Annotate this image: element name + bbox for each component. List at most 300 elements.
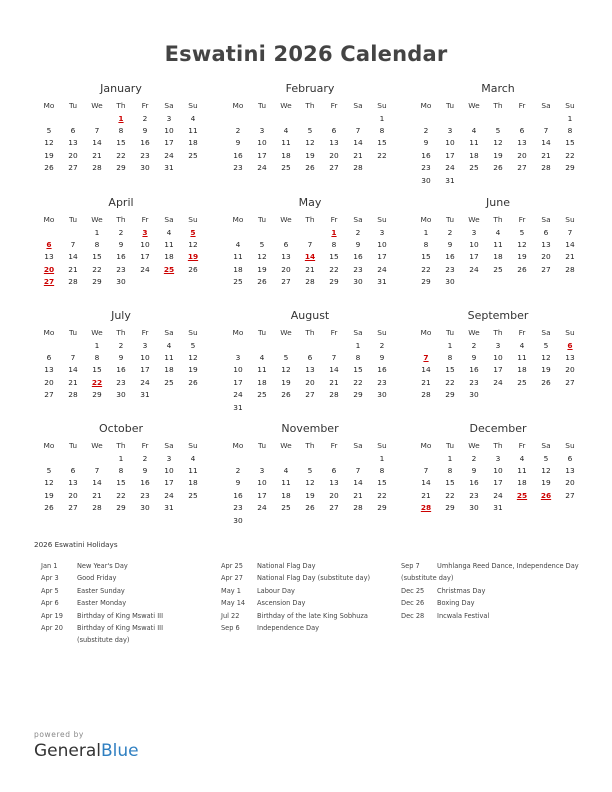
weekday-header: We: [468, 101, 480, 110]
day-cell: 5: [543, 453, 549, 463]
day-cell: 15: [445, 365, 455, 375]
empty-cell: [346, 514, 370, 526]
day-cell: 31: [445, 175, 455, 185]
empty-cell: [61, 339, 85, 351]
day-cell: 8: [447, 353, 453, 363]
day-cell: 15: [565, 138, 575, 148]
day-cell: 12: [493, 138, 503, 148]
day-cell: 5: [307, 466, 313, 476]
weekday-header: Fr: [330, 215, 338, 224]
day-cell: 25: [281, 163, 291, 173]
day-cell: 22: [92, 264, 102, 274]
holiday-name: Ascension Day: [257, 599, 306, 608]
empty-cell: [510, 389, 534, 401]
day-cell: 21: [353, 150, 363, 160]
week-row: [37, 112, 205, 124]
day-cell: 26: [257, 277, 267, 287]
day-cell: 30: [445, 277, 455, 287]
day-cell: 16: [353, 252, 363, 262]
day-cell: 15: [377, 138, 387, 148]
empty-cell: [226, 452, 250, 464]
day-cell: 13: [44, 252, 54, 262]
holiday-date: Sep 6: [221, 624, 240, 633]
empty-cell: [534, 502, 558, 514]
day-cell: 2: [118, 227, 124, 237]
empty-cell: [298, 226, 322, 238]
empty-cell: [274, 452, 298, 464]
weekday-header: Fr: [330, 328, 338, 337]
day-cell: 24: [377, 264, 387, 274]
day-cell: 16: [421, 150, 431, 160]
day-cell: 10: [140, 353, 150, 363]
empty-cell: [558, 389, 582, 401]
week-row: [414, 452, 582, 464]
weekday-header: Sa: [164, 328, 174, 337]
weekday-header: Th: [116, 101, 126, 110]
week-row: [226, 124, 394, 136]
empty-cell: [298, 112, 322, 124]
day-cell: 27: [68, 503, 78, 513]
month-december: [414, 422, 582, 514]
day-cell: 21: [565, 252, 575, 262]
day-cell: 24: [445, 163, 455, 173]
empty-cell: [462, 112, 486, 124]
day-cell: 16: [233, 150, 243, 160]
day-cell: 23: [116, 264, 126, 274]
week-row: [37, 263, 205, 275]
day-cell: 12: [517, 240, 527, 250]
day-cell: 12: [541, 466, 551, 476]
empty-cell: [298, 401, 322, 413]
empty-cell: [226, 339, 250, 351]
weekday-header: Th: [493, 441, 503, 450]
day-cell: 13: [541, 240, 551, 250]
month-november: [226, 422, 394, 526]
day-cell: 3: [142, 340, 148, 350]
day-cell: 5: [307, 126, 313, 136]
weekday-header: We: [468, 328, 480, 337]
holiday-item: [41, 560, 181, 572]
day-cell: 28: [353, 163, 363, 173]
day-cell: 25: [257, 390, 267, 400]
day-cell: 18: [164, 252, 174, 262]
empty-cell: [226, 112, 250, 124]
day-cell: 20: [565, 365, 575, 375]
day-cell: 7: [70, 240, 76, 250]
weekday-header: Fr: [518, 441, 526, 450]
day-cell: 19: [541, 478, 551, 488]
day-cell: 25: [188, 490, 198, 500]
holiday-item: [221, 597, 381, 609]
day-cell: 2: [447, 227, 453, 237]
weekday-header: Th: [305, 215, 315, 224]
week-row: [414, 351, 582, 363]
empty-cell: [462, 276, 486, 288]
day-cell: 3: [495, 340, 501, 350]
day-cell: 14: [329, 365, 339, 375]
day-cell: 14: [68, 365, 78, 375]
day-cell: 1: [379, 453, 385, 463]
holiday-day-cell: 22: [91, 377, 103, 387]
day-cell: 11: [257, 365, 267, 375]
day-cell: 14: [68, 252, 78, 262]
weekday-header: We: [91, 328, 103, 337]
day-cell: 27: [565, 377, 575, 387]
holiday-date: Jan 1: [41, 562, 58, 570]
day-cell: 17: [140, 365, 150, 375]
weekday-header: Su: [188, 441, 198, 450]
week-row: [37, 251, 205, 263]
week-row: [414, 149, 582, 161]
empty-cell: [250, 452, 274, 464]
weekday-header: Su: [377, 441, 387, 450]
month-name: September: [467, 309, 529, 322]
day-cell: 16: [116, 252, 126, 262]
day-cell: 22: [445, 377, 455, 387]
day-cell: 1: [447, 453, 453, 463]
day-cell: 24: [140, 264, 150, 274]
day-cell: 24: [469, 264, 479, 274]
weekday-header: Mo: [420, 215, 432, 224]
week-row: [226, 112, 394, 124]
empty-cell: [61, 112, 85, 124]
day-cell: 6: [70, 126, 76, 136]
day-cell: 9: [471, 353, 477, 363]
day-cell: 31: [233, 402, 243, 412]
day-cell: 29: [353, 390, 363, 400]
day-cell: 14: [353, 138, 363, 148]
empty-cell: [322, 401, 346, 413]
day-cell: 26: [44, 503, 54, 513]
day-cell: 26: [541, 377, 551, 387]
day-cell: 6: [543, 227, 549, 237]
day-cell: 14: [421, 478, 431, 488]
day-cell: 29: [445, 503, 455, 513]
day-cell: 31: [493, 503, 503, 513]
week-row: [226, 149, 394, 161]
empty-cell: [558, 276, 582, 288]
day-cell: 5: [543, 340, 549, 350]
day-cell: 4: [519, 340, 525, 350]
day-cell: 20: [541, 252, 551, 262]
day-cell: 8: [379, 466, 385, 476]
week-row: [37, 149, 205, 161]
weekday-header: We: [280, 101, 292, 110]
holiday-date: Apr 6: [41, 599, 59, 608]
holiday-item: [401, 597, 581, 609]
empty-cell: [250, 514, 274, 526]
day-cell: 7: [331, 353, 337, 363]
holiday-date: Apr 19: [41, 611, 63, 620]
day-cell: 27: [329, 503, 339, 513]
week-row: [414, 389, 582, 401]
day-cell: 8: [118, 126, 124, 136]
day-cell: 18: [281, 490, 291, 500]
empty-cell: [558, 502, 582, 514]
week-row: [226, 389, 394, 401]
day-cell: 8: [331, 240, 337, 250]
weekday-header: Mo: [43, 441, 55, 450]
day-cell: 14: [421, 365, 431, 375]
week-row: [414, 489, 582, 501]
weekday-header: Su: [565, 101, 575, 110]
day-cell: 28: [541, 163, 551, 173]
day-cell: 23: [233, 163, 243, 173]
week-row: [37, 351, 205, 363]
month-january: [37, 82, 205, 174]
day-cell: 1: [355, 340, 361, 350]
day-cell: 26: [188, 377, 198, 387]
day-cell: 19: [281, 377, 291, 387]
month-name: March: [481, 82, 515, 95]
day-cell: 4: [166, 227, 172, 237]
holiday-date: Apr 20: [41, 624, 63, 633]
holiday-day-cell: 7: [423, 353, 429, 363]
holiday-day-cell: 1: [331, 227, 337, 237]
day-cell: 27: [68, 163, 78, 173]
empty-cell: [510, 174, 534, 186]
day-cell: 3: [447, 126, 453, 136]
day-cell: 22: [421, 264, 431, 274]
holiday-name: Incwala Festival: [437, 611, 490, 620]
week-row: [226, 276, 394, 288]
week-row: [226, 401, 394, 413]
generalblue-logo[interactable]: [34, 741, 139, 761]
day-cell: 9: [423, 138, 429, 148]
week-row: [226, 477, 394, 489]
holiday-name: Birthday of the late King Sobhuza: [257, 611, 368, 620]
day-cell: 6: [46, 353, 52, 363]
day-cell: 18: [281, 150, 291, 160]
empty-cell: [322, 514, 346, 526]
week-row: [414, 464, 582, 476]
day-cell: 15: [353, 365, 363, 375]
day-cell: 15: [421, 252, 431, 262]
weekday-header: Tu: [445, 101, 455, 110]
weekday-header: Fr: [518, 328, 526, 337]
holiday-item: [401, 610, 581, 622]
day-cell: 22: [377, 150, 387, 160]
day-cell: 8: [447, 466, 453, 476]
day-cell: 6: [331, 126, 337, 136]
day-cell: 5: [259, 240, 265, 250]
day-cell: 12: [188, 240, 198, 250]
weekday-header: We: [91, 101, 103, 110]
day-cell: 14: [92, 478, 102, 488]
week-row: [37, 364, 205, 376]
day-cell: 10: [140, 240, 150, 250]
day-cell: 15: [116, 138, 126, 148]
empty-cell: [61, 226, 85, 238]
weekday-header: Mo: [420, 441, 432, 450]
week-row: [226, 226, 394, 238]
day-cell: 2: [379, 340, 385, 350]
day-cell: 27: [44, 390, 54, 400]
empty-cell: [486, 112, 510, 124]
day-cell: 21: [92, 490, 102, 500]
empty-cell: [37, 452, 61, 464]
month-name: December: [469, 422, 527, 435]
week-row: [37, 502, 205, 514]
weekday-header: We: [280, 441, 292, 450]
day-cell: 21: [421, 490, 431, 500]
day-cell: 1: [379, 113, 385, 123]
empty-cell: [250, 226, 274, 238]
day-cell: 11: [281, 138, 291, 148]
empty-cell: [181, 276, 205, 288]
week-row: [414, 263, 582, 275]
day-cell: 18: [188, 138, 198, 148]
day-cell: 16: [469, 365, 479, 375]
holiday-day-cell: 20: [43, 264, 55, 274]
day-cell: 24: [493, 377, 503, 387]
week-row: [37, 389, 205, 401]
weekday-header: Fr: [518, 215, 526, 224]
day-cell: 15: [445, 478, 455, 488]
week-row: [414, 226, 582, 238]
empty-cell: [558, 174, 582, 186]
day-cell: 7: [307, 240, 313, 250]
day-cell: 12: [305, 478, 315, 488]
empty-cell: [274, 514, 298, 526]
empty-cell: [438, 112, 462, 124]
holiday-day-cell: 6: [567, 340, 573, 350]
holiday-date: Dec 28: [401, 611, 425, 620]
day-cell: 17: [140, 252, 150, 262]
day-cell: 3: [259, 126, 265, 136]
weekday-header: Tu: [257, 101, 267, 110]
day-cell: 20: [517, 150, 527, 160]
day-cell: 11: [164, 353, 174, 363]
day-cell: 22: [565, 150, 575, 160]
week-row: [414, 376, 582, 388]
day-cell: 13: [329, 138, 339, 148]
empty-cell: [298, 514, 322, 526]
holiday-item: [221, 585, 381, 597]
day-cell: 7: [70, 353, 76, 363]
day-cell: 31: [140, 390, 150, 400]
week-row: [414, 339, 582, 351]
day-cell: 12: [541, 353, 551, 363]
weekday-header: Mo: [232, 328, 244, 337]
month-name: July: [111, 309, 131, 322]
empty-cell: [414, 112, 438, 124]
month-name: January: [100, 82, 142, 95]
weekday-header: Sa: [164, 101, 174, 110]
day-cell: 13: [68, 138, 78, 148]
weekday-header: Su: [565, 215, 575, 224]
month-september: [414, 309, 582, 401]
weekday-header: We: [468, 215, 480, 224]
day-cell: 29: [377, 503, 387, 513]
holiday-name: Birthday of King Mswati III: [77, 611, 164, 620]
day-cell: 10: [377, 240, 387, 250]
day-cell: 27: [517, 163, 527, 173]
day-cell: 10: [493, 353, 503, 363]
day-cell: 7: [567, 227, 573, 237]
day-cell: 23: [469, 377, 479, 387]
day-cell: 8: [567, 126, 573, 136]
empty-cell: [322, 452, 346, 464]
day-cell: 8: [94, 240, 100, 250]
day-cell: 6: [519, 126, 525, 136]
month-name: February: [285, 82, 335, 95]
weekday-header: Sa: [541, 328, 551, 337]
weekday-header: We: [468, 441, 480, 450]
day-cell: 9: [142, 466, 148, 476]
day-cell: 23: [116, 377, 126, 387]
weekday-header: Sa: [541, 215, 551, 224]
holiday-name: Good Friday: [77, 574, 117, 583]
day-cell: 2: [235, 126, 241, 136]
day-cell: 11: [517, 466, 527, 476]
holiday-day-cell: 19: [187, 252, 199, 262]
month-name: August: [290, 309, 330, 322]
week-row: [37, 477, 205, 489]
empty-cell: [37, 339, 61, 351]
empty-cell: [250, 401, 274, 413]
weekday-header: Th: [493, 215, 503, 224]
weekday-header: We: [280, 328, 292, 337]
day-cell: 26: [281, 390, 291, 400]
week-row: [37, 162, 205, 174]
holiday-date: Apr 25: [221, 562, 243, 570]
weekday-header: Th: [116, 441, 126, 450]
day-cell: 16: [116, 365, 126, 375]
weekday-header: Tu: [68, 441, 78, 450]
empty-cell: [157, 389, 181, 401]
weekday-header: Mo: [232, 101, 244, 110]
day-cell: 5: [495, 126, 501, 136]
empty-cell: [274, 401, 298, 413]
empty-cell: [226, 226, 250, 238]
day-cell: 26: [517, 264, 527, 274]
day-cell: 17: [493, 478, 503, 488]
day-cell: 20: [565, 478, 575, 488]
day-cell: 26: [305, 503, 315, 513]
day-cell: 19: [257, 264, 267, 274]
day-cell: 28: [305, 277, 315, 287]
holiday-name: Umhlanga Reed Dance, Independence Day (substitute day): [401, 562, 579, 583]
day-cell: 1: [423, 227, 429, 237]
day-cell: 7: [355, 466, 361, 476]
holiday-date: May 1: [221, 586, 241, 595]
month-name: May: [298, 196, 322, 209]
day-cell: 19: [305, 490, 315, 500]
day-cell: 9: [235, 478, 241, 488]
day-cell: 28: [92, 503, 102, 513]
day-cell: 2: [355, 227, 361, 237]
weekday-header: Mo: [43, 215, 55, 224]
empty-cell: [462, 174, 486, 186]
weekday-header: Th: [116, 215, 126, 224]
week-row: [414, 174, 582, 186]
day-cell: 20: [68, 150, 78, 160]
day-cell: 20: [329, 490, 339, 500]
empty-cell: [414, 452, 438, 464]
day-cell: 5: [46, 126, 52, 136]
day-cell: 21: [305, 264, 315, 274]
holiday-day-cell: 26: [540, 490, 552, 500]
day-cell: 9: [118, 353, 124, 363]
weekday-header: Su: [188, 215, 198, 224]
day-cell: 3: [259, 466, 265, 476]
day-cell: 20: [329, 150, 339, 160]
empty-cell: [370, 401, 394, 413]
holidays-title: 2026 Eswatini Holidays: [34, 540, 118, 549]
empty-cell: [85, 452, 109, 464]
day-cell: 9: [447, 240, 453, 250]
